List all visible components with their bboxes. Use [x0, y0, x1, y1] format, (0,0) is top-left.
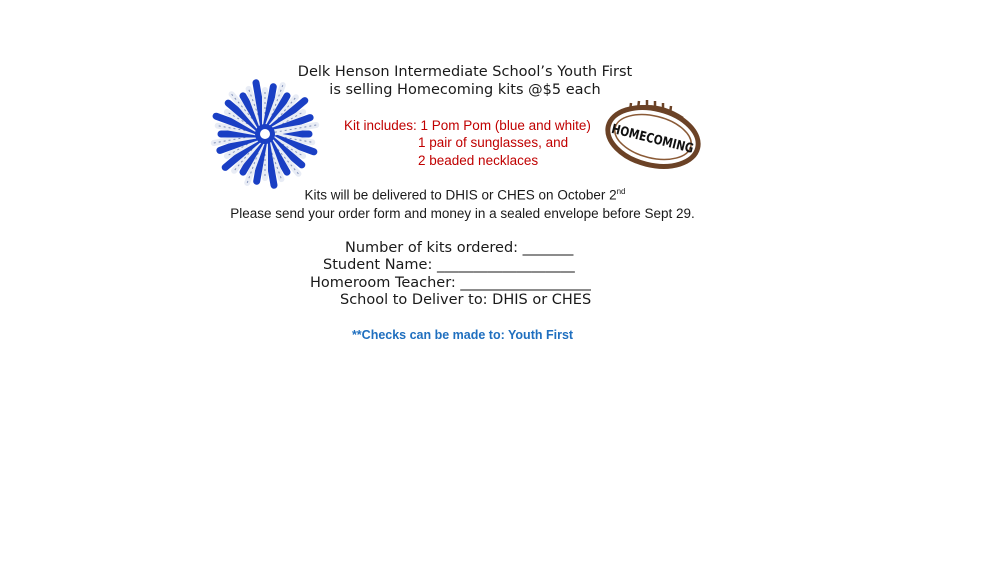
kit-includes-line-1: Kit includes: 1 Pom Pom (blue and white)	[344, 118, 591, 133]
homeroom-teacher-field: Homeroom Teacher: __________________	[310, 275, 591, 291]
school-deliver-field: School to Deliver to: DHIS or CHES	[340, 292, 592, 308]
student-name-field: Student Name: ___________________	[323, 257, 575, 273]
title-line-1: Delk Henson Intermediate School’s Youth First	[297, 64, 633, 80]
kit-includes-line-2: 1 pair of sunglasses, and	[418, 135, 569, 150]
title-line-2: is selling Homecoming kits @$5 each	[329, 82, 601, 98]
date-superscript: nd	[616, 187, 626, 196]
order-instructions: Please send your order form and money in a sealed envelope before Sept 29.	[230, 206, 695, 221]
checks-note: **Checks can be made to: Youth First	[351, 328, 574, 342]
delivery-date: Kits will be delivered to DHIS or CHES on October 2nd	[304, 187, 626, 203]
kit-includes-line-3: 2 beaded necklaces	[418, 153, 539, 168]
football-icon	[603, 100, 715, 170]
kits-ordered-field: Number of kits ordered: _______	[345, 240, 574, 256]
football-label: HOMECOMING	[609, 121, 715, 162]
